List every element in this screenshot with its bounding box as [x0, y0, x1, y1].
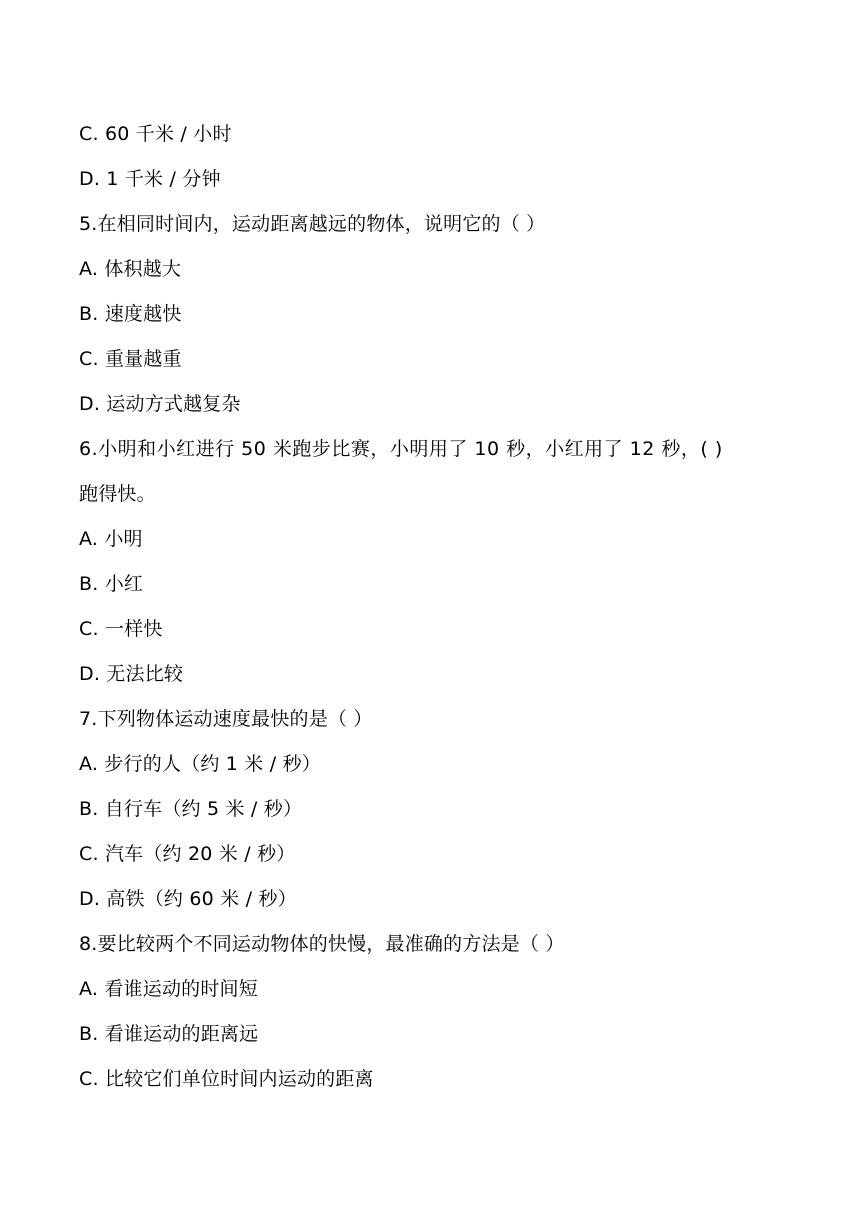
option-b-q8: B. 看谁运动的距离远 — [79, 1023, 259, 1045]
option-b-q6: B. 小红 — [79, 573, 144, 595]
option-d-q6: D. 无法比较 — [79, 663, 184, 685]
question-6-continued: 跑得快。 — [79, 483, 156, 505]
option-d-q5: D. 运动方式越复杂 — [79, 393, 241, 415]
option-c-q5: C. 重量越重 — [79, 348, 182, 370]
document-page — [79, 112, 799, 1102]
option-d-q7: D. 高铁（约 60 米 / 秒） — [79, 888, 297, 910]
option-a-q5: A. 体积越大 — [79, 258, 182, 280]
option-a-q7: A. 步行的人（约 1 米 / 秒） — [79, 753, 321, 775]
question-5: 5.在相同时间内，运动距离越远的物体，说明它的（ ） — [79, 213, 546, 235]
question-6: 6.小明和小红进行 50 米跑步比赛，小明用了 10 秒，小红用了 12 秒，( ) — [79, 438, 723, 460]
option-c-q4: C. 60 千米 / 小时 — [79, 123, 232, 145]
option-d-q4: D. 1 千米 / 分钟 — [79, 168, 221, 190]
option-b-q5: B. 速度越快 — [79, 303, 182, 325]
option-b-q7: B. 自行车（约 5 米 / 秒） — [79, 798, 303, 820]
option-c-q7: C. 汽车（约 20 米 / 秒） — [79, 843, 296, 865]
option-a-q8: A. 看谁运动的时间短 — [79, 978, 258, 1000]
option-a-q6: A. 小明 — [79, 528, 143, 550]
option-c-q8: C. 比较它们单位时间内运动的距离 — [79, 1068, 374, 1090]
question-7: 7.下列物体运动速度最快的是（ ） — [79, 708, 373, 730]
question-8: 8.要比较两个不同运动物体的快慢，最准确的方法是（ ） — [79, 933, 565, 955]
option-c-q6: C. 一样快 — [79, 618, 163, 640]
